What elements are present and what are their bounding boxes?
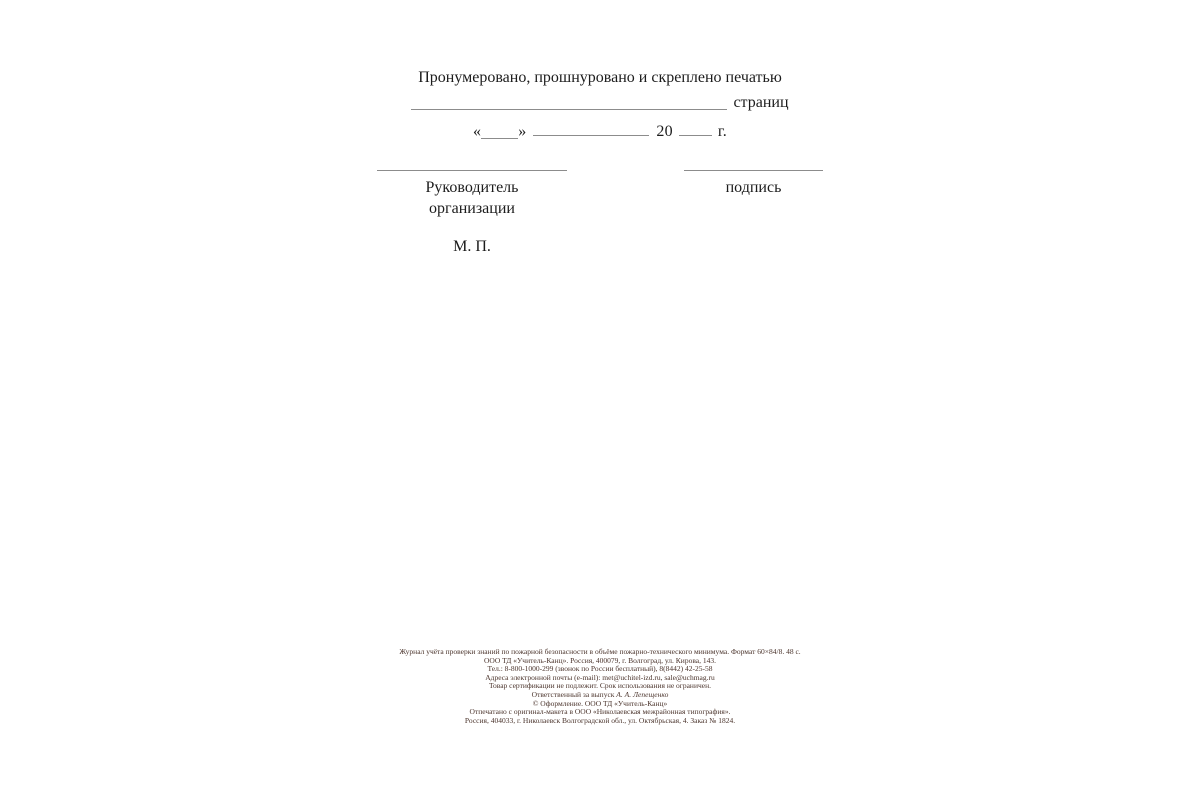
pages-count-blank xyxy=(411,95,727,110)
signature-caption: подпись xyxy=(725,179,782,196)
imprint-format-line: Журнал учёта проверки знаний по пожарной безопасности в объёме пожарно-технического минимума. Формат 60×84/8. 48 с. xyxy=(399,647,801,656)
month-blank xyxy=(533,121,649,136)
quote-close: » xyxy=(518,123,527,140)
year-prefix-label: 20 xyxy=(656,123,673,140)
imprint-cert-line: Товар сертификации не подлежит. Срок использования не ограничен. xyxy=(489,681,711,691)
date-line xyxy=(0,121,1200,141)
signature-line-right xyxy=(684,170,823,171)
imprint-block xyxy=(0,648,1200,725)
signer-role-line1: Руководитель xyxy=(425,179,519,196)
signature-line-left xyxy=(377,170,567,171)
imprint-publisher-line: ООО ТД «Учитель-Канц». Россия, 400079, г. Волгоград, ул. Кирова, 143. xyxy=(484,655,716,665)
year-blank xyxy=(679,121,712,136)
signer-role-line2: организации xyxy=(429,200,515,217)
quote-open: « xyxy=(473,123,482,140)
responsible-name: А. А. Лепещенко xyxy=(616,689,669,699)
pages-count-line xyxy=(0,94,1200,112)
certification-block xyxy=(0,69,1200,141)
signature-right-column xyxy=(684,170,823,198)
imprint-email-line: Адреса электронной почты (e-mail): met@uchitel-izd.ru, sale@uchmag.ru xyxy=(485,672,715,682)
day-blank xyxy=(481,124,518,139)
responsible-prefix: Ответственный за выпуск xyxy=(531,689,615,699)
stamp-placeholder: М. П. xyxy=(453,238,491,255)
imprint-phone-line: Тел.: 8-800-1000-299 (звонок по России бесплатный), 8(8442) 42-25-58 xyxy=(487,664,713,674)
imprint-printed-line: Отпечатано с оригинал-макета в ООО «Николаевская межрайонная типография». xyxy=(469,707,731,717)
imprint-address-line: Россия, 404033, г. Николаевск Волгоградской обл., ул. Октябрьская, 4. Заказ № 1824. xyxy=(464,715,736,725)
year-suffix-label: г. xyxy=(717,123,727,140)
imprint-design-line: © Оформление. ООО ТД «Учитель-Канц» xyxy=(532,698,668,708)
pages-suffix-label: страниц xyxy=(733,94,789,111)
signature-left-column xyxy=(377,170,567,257)
certification-statement: Пронумеровано, прошнуровано и скреплено печатью xyxy=(418,69,782,86)
